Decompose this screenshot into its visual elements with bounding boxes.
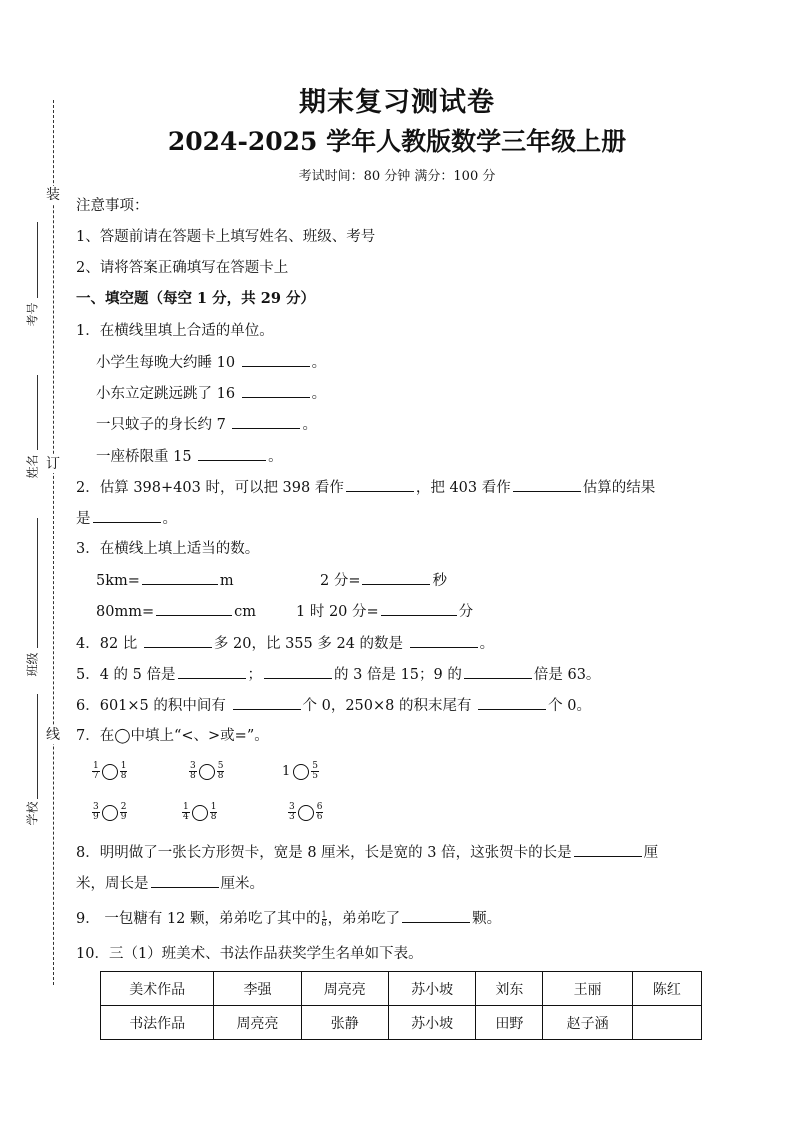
exam-info: 考试时间：80 分钟 满分：100 分 bbox=[298, 169, 496, 184]
q6: 6．601×5 的积中间有 个 0，250×8 的积末尾有 个 0。 bbox=[76, 695, 591, 716]
awards-table bbox=[100, 971, 702, 1040]
fraction-right: $\frac{5}{8}$ bbox=[217, 761, 224, 781]
answer-blank[interactable] bbox=[151, 873, 219, 888]
q3-item-a: 5km= m bbox=[96, 570, 234, 591]
table-cell: 张静 bbox=[301, 1006, 388, 1040]
answer-blank[interactable] bbox=[574, 842, 642, 857]
answer-blank[interactable] bbox=[464, 664, 532, 679]
binding-char-ding: 订 bbox=[46, 456, 60, 472]
fraction-right: $\frac{5}{5}$ bbox=[312, 761, 319, 781]
answer-blank[interactable] bbox=[93, 508, 161, 523]
q1-item-b: 小东立定跳远跳了 16 。 bbox=[96, 383, 326, 404]
whole-number: 1 bbox=[282, 764, 291, 779]
fraction: $\frac{1}{6}$ bbox=[321, 909, 327, 928]
q8-line-1: 8．明明做了一张长方形贺卡，宽是 8 厘米，长是宽的 3 倍，这张贺卡的长是 厘 bbox=[76, 842, 658, 863]
fraction-left: $\frac{3}{3}$ bbox=[289, 802, 295, 822]
q3-stem: 3．在横线上填上适当的数。 bbox=[76, 541, 260, 557]
binding-char-zhuang: 装 bbox=[46, 187, 60, 203]
table-cell: 田野 bbox=[476, 1006, 543, 1040]
table-cell: 李强 bbox=[214, 972, 301, 1006]
table-row bbox=[101, 1006, 702, 1040]
school-line bbox=[37, 694, 38, 799]
fraction-left: $\frac{3}{8}$ bbox=[190, 761, 196, 781]
answer-blank[interactable] bbox=[346, 477, 414, 492]
class-line bbox=[37, 518, 38, 648]
q5: 5．4 的 5 倍是 ； 的 3 倍是 15；9 的 倍是 63。 bbox=[76, 664, 600, 685]
binding-dashed-line bbox=[53, 100, 54, 985]
q1-item-d: 一座桥限重 15 。 bbox=[96, 446, 283, 467]
table-cell: 周亮亮 bbox=[301, 972, 388, 1006]
q1-stem: 1．在横线里填上合适的单位。 bbox=[76, 323, 274, 339]
fraction-left: $\frac{1}{4}$ bbox=[183, 802, 189, 822]
fraction-right: $\frac{1}{8}$ bbox=[120, 761, 127, 781]
compare-item bbox=[282, 762, 319, 781]
q2-line-2: 是 。 bbox=[76, 508, 177, 529]
answer-blank[interactable] bbox=[144, 633, 212, 648]
notes-item-1: 1、答题前请在答题卡上填写姓名、班级、考号 bbox=[76, 229, 376, 245]
q1-item-a: 小学生每晚大约睡 10 。 bbox=[96, 352, 326, 373]
compare-item bbox=[189, 762, 224, 781]
table-cell: 周亮亮 bbox=[214, 1006, 301, 1040]
answer-blank[interactable] bbox=[362, 570, 430, 585]
section-heading: 一、填空题（每空 1 分，共 29 分） bbox=[76, 290, 315, 307]
answer-blank[interactable] bbox=[513, 477, 581, 492]
table-cell: 美术作品 bbox=[101, 972, 214, 1006]
fraction-right: $\frac{6}{6}$ bbox=[316, 802, 323, 822]
q3-item-c: 80mm= cm bbox=[96, 601, 256, 622]
exam-number-line bbox=[37, 222, 38, 298]
table-cell: 书法作品 bbox=[101, 1006, 214, 1040]
table-row bbox=[101, 972, 702, 1006]
q7-stem: 7．在◯中填上“<、>或=”。 bbox=[76, 728, 269, 744]
name-label: 姓名 bbox=[25, 454, 40, 479]
table-cell: 赵子涵 bbox=[543, 1006, 632, 1040]
answer-blank[interactable] bbox=[264, 664, 332, 679]
compare-item bbox=[92, 762, 127, 781]
notes-heading: 注意事项： bbox=[76, 198, 149, 214]
compare-circle[interactable] bbox=[102, 764, 118, 780]
answer-blank[interactable] bbox=[198, 446, 266, 461]
compare-item bbox=[288, 803, 323, 822]
answer-blank[interactable] bbox=[178, 664, 246, 679]
q8-line-2: 米，周长是 厘米。 bbox=[76, 873, 264, 894]
answer-blank[interactable] bbox=[233, 695, 301, 710]
q4: 4．82 比 多 20，比 355 多 24 的数是 。 bbox=[76, 633, 494, 654]
table-cell bbox=[632, 1006, 701, 1040]
binding-char-xian: 线 bbox=[46, 727, 60, 743]
answer-blank[interactable] bbox=[381, 601, 457, 616]
table-cell: 王丽 bbox=[543, 972, 632, 1006]
fraction-right: $\frac{2}{9}$ bbox=[120, 802, 127, 822]
compare-circle[interactable] bbox=[192, 805, 208, 821]
school-label: 学校 bbox=[25, 801, 40, 826]
compare-item bbox=[182, 803, 217, 822]
answer-blank[interactable] bbox=[242, 383, 310, 398]
class-label: 班级 bbox=[25, 652, 40, 677]
table-cell: 陈红 bbox=[632, 972, 701, 1006]
exam-number-label: 考号 bbox=[25, 302, 40, 327]
compare-circle[interactable] bbox=[298, 805, 314, 821]
exam-subject-title: 2024-2025 学年人教版数学三年级上册 bbox=[167, 127, 627, 156]
q3-item-d: 1 时 20 分= 分 bbox=[296, 601, 473, 622]
table-cell: 苏小坡 bbox=[388, 1006, 475, 1040]
table-cell: 苏小坡 bbox=[388, 972, 475, 1006]
table-cell: 刘东 bbox=[476, 972, 543, 1006]
q3-item-b: 2 分= 秒 bbox=[320, 570, 447, 591]
fraction-left: $\frac{1}{7}$ bbox=[93, 761, 99, 781]
answer-blank[interactable] bbox=[478, 695, 546, 710]
notes-item-2: 2、请将答案正确填写在答题卡上 bbox=[76, 260, 289, 276]
compare-circle[interactable] bbox=[199, 764, 215, 780]
answer-blank[interactable] bbox=[142, 570, 218, 585]
answer-blank[interactable] bbox=[156, 601, 232, 616]
fraction-left: $\frac{3}{9}$ bbox=[93, 802, 99, 822]
answer-blank[interactable] bbox=[402, 908, 470, 923]
q9: 9． 一包糖有 12 颗，弟弟吃了其中的 $\frac{1}{6}$ ，弟弟吃了 颗。 bbox=[76, 909, 502, 928]
page-title: 期末复习测试卷 bbox=[299, 87, 495, 118]
answer-blank[interactable] bbox=[242, 352, 310, 367]
compare-circle[interactable] bbox=[102, 805, 118, 821]
q1-item-c: 一只蚊子的身长约 7 。 bbox=[96, 414, 317, 435]
compare-circle[interactable] bbox=[293, 764, 309, 780]
answer-blank[interactable] bbox=[232, 414, 300, 429]
name-line bbox=[37, 375, 38, 450]
q10-stem: 10．三（1）班美术、书法作品获奖学生名单如下表。 bbox=[76, 946, 423, 962]
answer-blank[interactable] bbox=[410, 633, 478, 648]
fraction-right: $\frac{1}{8}$ bbox=[210, 802, 217, 822]
q2-line-1: 2．估算 398+403 时，可以把 398 看作 ，把 403 看作 估算的结果 bbox=[76, 477, 655, 498]
compare-item bbox=[92, 803, 127, 822]
